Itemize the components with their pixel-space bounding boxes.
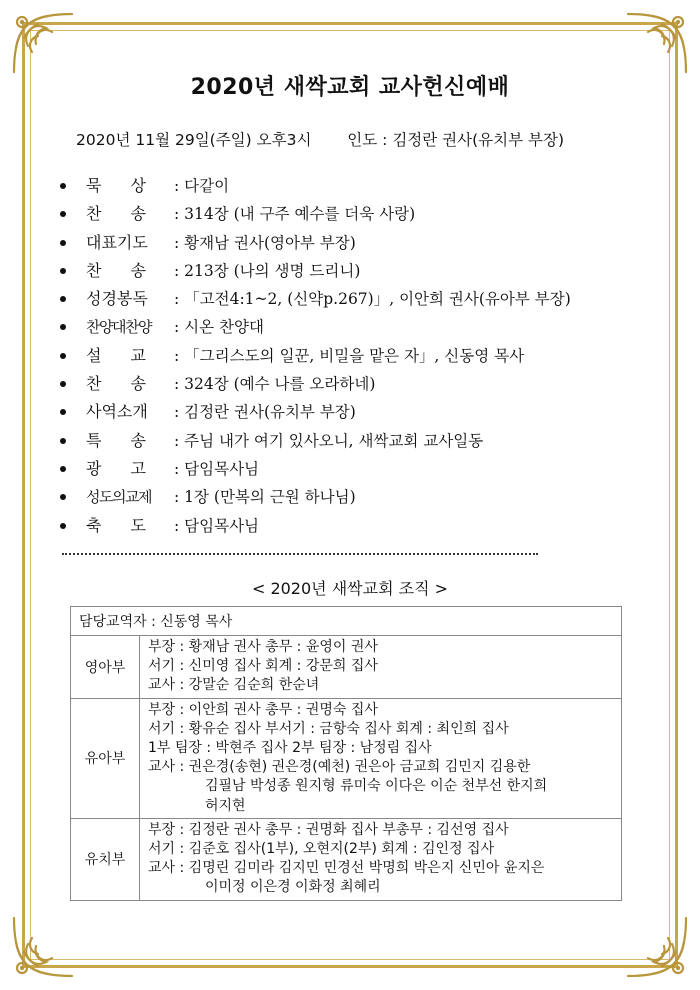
order-value: : 주님 내가 여기 있사오니, 새싹교회 교사일동 (174, 431, 484, 450)
bullet-icon (60, 211, 66, 217)
pastor-cell: 담당교역자 : 신동영 목사 (71, 607, 622, 636)
member-line: 서기 : 김준호 집사(1부), 오현지(2부) 회계 : 김인정 집사 (148, 841, 495, 858)
table-row (71, 636, 622, 699)
order-value: : 황재남 권사(영아부 부장) (174, 233, 356, 252)
order-item (60, 370, 650, 398)
corner-ornament-icon (622, 8, 692, 78)
order-item (60, 455, 650, 483)
bullet-icon (60, 523, 66, 529)
member-line: 서기 : 신미영 집사 회계 : 강문희 집사 (148, 658, 378, 675)
member-line: 1부 팀장 : 박현주 집사 2부 팀장 : 남정림 집사 (148, 740, 432, 757)
order-item (60, 483, 650, 511)
bullet-icon (60, 494, 66, 500)
order-item (60, 257, 650, 285)
order-value: : 시온 찬양대 (174, 318, 264, 337)
order-value: : 담임목사님 (174, 459, 260, 478)
service-date: 2020년 11월 29일(주일) 오후3시 (76, 131, 312, 149)
order-item (60, 342, 650, 370)
member-line: 허지현 (205, 797, 246, 814)
org-title: < 2020년 새싹교회 조직 > (251, 579, 449, 598)
order-item (60, 427, 650, 455)
order-value: : 1장 (만복의 근원 하나님) (174, 488, 356, 507)
corner-ornament-icon (8, 912, 78, 982)
member-line: 김필남 박성종 원지형 류미숙 이다은 이순 천부선 한지희 (205, 778, 548, 795)
dotted-divider (62, 553, 538, 555)
order-label: 축 도 (86, 515, 158, 535)
table-row (71, 698, 622, 818)
order-label: 찬 송 (86, 204, 158, 224)
order-value: : 324장 (예수 나를 오라하네) (174, 375, 376, 394)
member-line: 교사 : 김명린 김미라 김지민 민경선 박명희 박은지 신민아 윤지은 (148, 860, 545, 877)
dept-name: 영아부 (71, 636, 140, 699)
order-value: : 「고전4:1~2, (신약p.267)」, 이안희 권사(유아부 부장) (174, 290, 571, 309)
member-line: 교사 : 권은경(송현) 권은경(예천) 권은아 금교희 김민지 김용한 (148, 759, 531, 776)
bullet-icon (60, 268, 66, 274)
order-item (60, 229, 650, 257)
order-item (60, 398, 650, 426)
dept-name: 유아부 (71, 698, 140, 818)
dept-name: 유치부 (71, 818, 140, 900)
bullet-icon (60, 409, 66, 415)
bullet-icon (60, 183, 66, 189)
bullet-icon (60, 324, 66, 330)
member-line: 이미정 이은경 이화정 최혜리 (205, 879, 381, 896)
order-value: : 담임목사님 (174, 516, 260, 535)
order-item (60, 200, 650, 228)
organization-table (70, 606, 622, 901)
member-line: 교사 : 강말순 김순희 한순녀 (148, 677, 320, 694)
corner-ornament-icon (8, 8, 78, 78)
order-item (60, 285, 650, 313)
bullet-icon (60, 466, 66, 472)
member-line: 부장 : 이안희 권사 총무 : 권명숙 집사 (148, 701, 378, 718)
order-value: : 314장 (내 구주 예수를 더욱 사랑) (174, 205, 416, 224)
service-info (76, 128, 564, 150)
order-value: : 다같이 (174, 177, 230, 195)
order-value: : 김정란 권사(유치부 부장) (174, 403, 356, 422)
order-of-service (60, 172, 650, 540)
table-row (71, 818, 622, 900)
dept-members (140, 818, 622, 900)
bullet-icon (60, 240, 66, 246)
order-label: 찬 송 (86, 374, 158, 394)
order-label: 대표기도 (86, 232, 148, 252)
order-label: 사역소개 (86, 402, 148, 422)
page-title: 2020년 새싹교회 교사헌신예배 (190, 75, 510, 100)
member-line: 부장 : 황재남 권사 총무 : 윤영이 권사 (148, 639, 378, 655)
order-item (60, 172, 650, 200)
bullet-icon (60, 381, 66, 387)
corner-ornament-icon (622, 912, 692, 982)
service-leader: 인도 : 김정란 권사(유치부 부장) (347, 131, 564, 149)
order-label: 성도의교제 (86, 488, 151, 507)
order-label: 찬 송 (86, 260, 158, 280)
dept-members (140, 636, 622, 699)
bullet-icon (60, 353, 66, 359)
bullet-icon (60, 296, 66, 302)
table-row (71, 607, 622, 636)
order-label: 찬양대찬양 (86, 318, 151, 337)
order-value: : 213장 (나의 생명 드리니) (174, 261, 361, 280)
order-value: : 「그리스도의 일꾼, 비밀을 맡은 자」, 신동영 목사 (174, 346, 525, 365)
order-label: 묵 상 (86, 176, 158, 195)
order-item (60, 313, 650, 341)
order-item (60, 512, 650, 540)
order-label: 광 고 (86, 458, 158, 478)
order-label: 설 교 (86, 345, 158, 365)
member-line: 부장 : 김정란 권사 총무 : 권명화 집사 부총무 : 김선영 집사 (148, 821, 509, 838)
order-label: 성경봉독 (86, 289, 148, 309)
dept-members (140, 698, 622, 818)
order-label: 특 송 (86, 430, 158, 450)
bullet-icon (60, 438, 66, 444)
member-line: 서기 : 황유순 집사 부서기 : 금항숙 집사 회계 : 최인희 집사 (148, 720, 509, 737)
